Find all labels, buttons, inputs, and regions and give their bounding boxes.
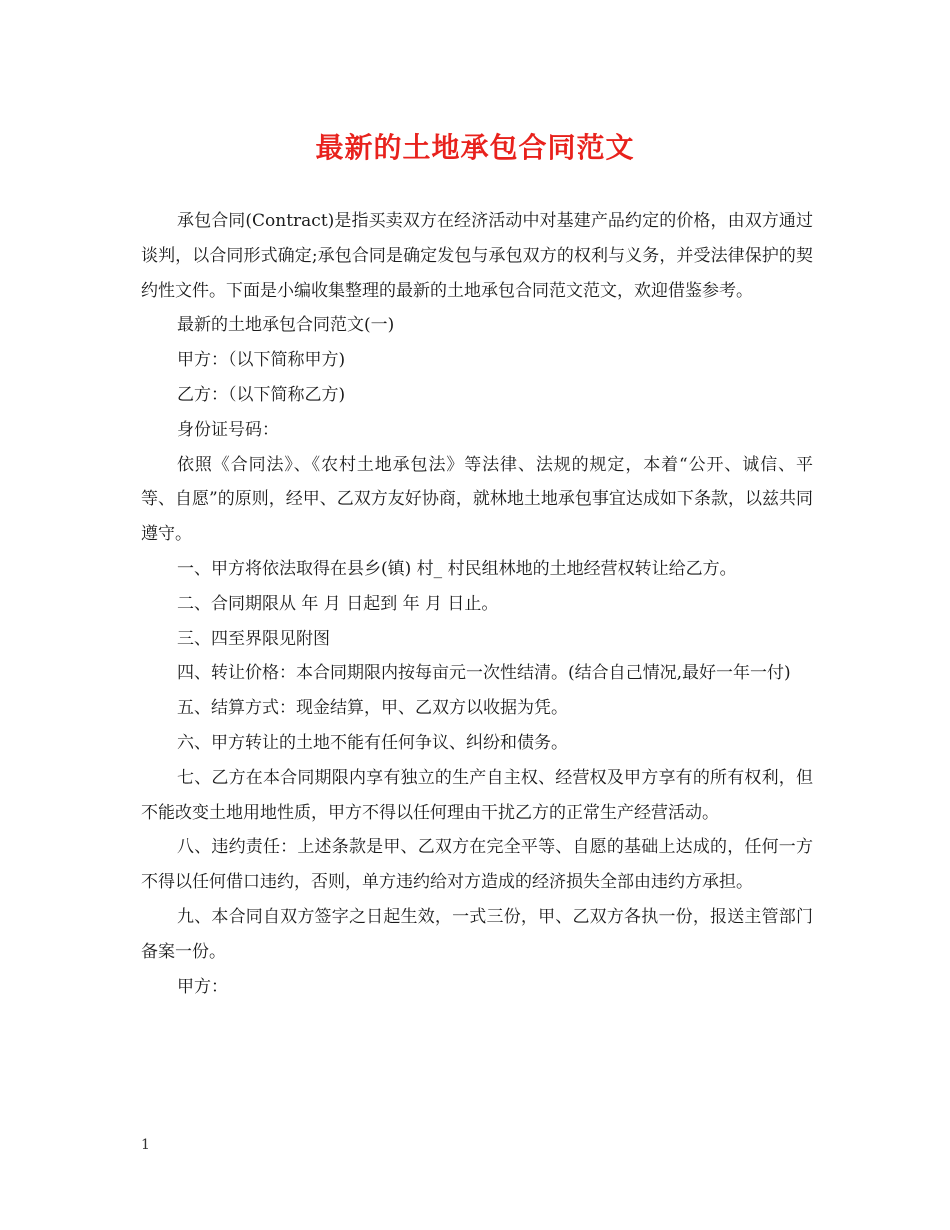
clause-4: 四、转让价格：本合同期限内按每亩元一次性结清。(结合自己情况,最好一年一付) bbox=[177, 663, 791, 684]
document-title: 最新的土地承包合同范文 bbox=[315, 131, 635, 164]
preamble-paragraph: 依照《合同法》、《农村土地承包法》等法律、法规的规定，本着“公开、诚信、平等、自愿”的原则，经甲、乙双方友好协商，就林地土地承包事宜达成如下条款，以兹共同遵守。 bbox=[141, 454, 813, 545]
clause-1: 一、甲方将依法取得在县乡(镇) 村_ 村民组林地的土地经营权转让给乙方。 bbox=[177, 558, 737, 579]
clause-3: 三、四至界限见附图 bbox=[177, 628, 330, 649]
id-number-line: 身份证号码： bbox=[177, 419, 279, 440]
clause-2: 二、合同期限从 年 月 日起到 年 月 日止。 bbox=[177, 593, 499, 614]
clause-5: 五、结算方式：现金结算，甲、乙双方以收据为凭。 bbox=[177, 698, 568, 719]
signature-party-a: 甲方： bbox=[177, 976, 228, 997]
section-heading: 最新的土地承包合同范文(一) bbox=[177, 315, 395, 336]
party-a-line: 甲方：（以下简称甲方) bbox=[177, 350, 346, 371]
page-number: 1 bbox=[141, 1137, 150, 1153]
document-body bbox=[141, 204, 813, 1004]
clause-7: 七、乙方在本合同期限内享有独立的生产自主权、经营权及甲方享有的所有权利，但不能改变土地用地性质，甲方不得以任何理由干扰乙方的正常生产经营活动。 bbox=[141, 767, 813, 823]
clause-8: 八、违约责任：上述条款是甲、乙双方在完全平等、自愿的基础上达成的，任何一方不得以任何借口违约，否则，单方违约给对方造成的经济损失全部由违约方承担。 bbox=[141, 837, 813, 893]
clause-9: 九、本合同自双方签字之日起生效，一式三份，甲、乙双方各执一份，报送主管部门备案一份。 bbox=[141, 906, 813, 962]
intro-paragraph: 承包合同(Contract)是指买卖双方在经济活动中对基建产品约定的价格，由双方通过谈判，以合同形式确定;承包合同是确定发包与承包双方的权利与义务，并受法律保护的契约性文件。下面是小编收集整理的最新的土地承包合同范文范文，欢迎借鉴参考。 bbox=[141, 211, 813, 301]
party-b-line: 乙方：（以下简称乙方) bbox=[177, 384, 346, 405]
clause-6: 六、甲方转让的土地不能有任何争议、纠纷和债务。 bbox=[177, 732, 568, 753]
